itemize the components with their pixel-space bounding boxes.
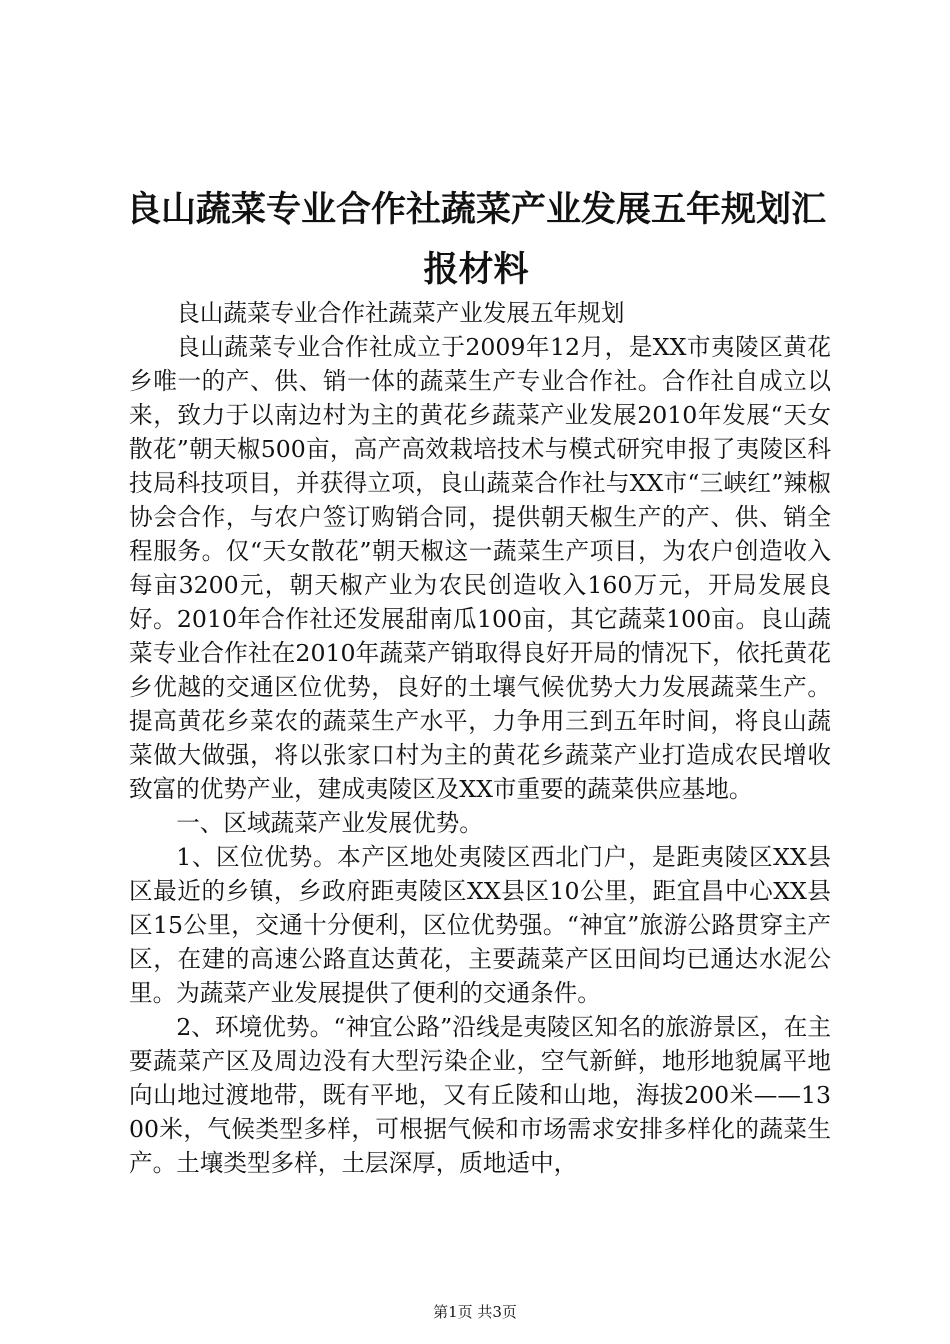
paragraph-intro: 良山蔬菜专业合作社成立于2009年12月，是XX市夷陵区黄花乡唯一的产、供、销一体的蔬菜生产专业合作社。合作社自成立以来，致力于以南边村为主的黄花乡蔬菜产业发展2010年发展“天女散花”朝天椒500亩，高产高效栽培技术与模式研究申报了夷陵区科技局科技项目，并获得立项，良山蔬菜合作社与XX市“三峡红”辣椒协会合作，与农户签订购销合同，提供朝天椒生产的产、供、销全程服务。仅“天女散花”朝天椒这一蔬菜生产项目，为农户创造收入每亩3200元，朝天椒产业为农民创造收入160万元，开局发展良好。2010年合作社还发展甜南瓜100亩，其它蔬菜100亩。良山蔬菜专业合作社在2010年蔬菜产销取得良好开局的情况下，依托黄花乡优越的交通区位优势，良好的土壤气候优势大力发展蔬菜生产。提高黄花乡菜农的蔬菜生产水平，力争用三到五年时间，将良山蔬菜做大做强，将以张家口村为主的黄花乡蔬菜产业打造成农民增收致富的优势产业，建成夷陵区及XX市重要的蔬菜供应基地。 xyxy=(129,333,831,803)
paragraph-location-advantage: 1、区位优势。本产区地处夷陵区西北门户，是距夷陵区XX县区最近的乡镇，乡政府距夷陵区XX县区10公里，距宜昌中心XX县区15公里，交通十分便利，区位优势强。“神宜”旅游公路贯穿主产区，在建的高速公路直达黄花，主要蔬菜产区田间均已通达水泥公里。为蔬菜产业发展提供了便利的交通条件。 xyxy=(129,843,831,1007)
page-number-footer: 第1页 共3页 xyxy=(433,1303,517,1321)
document-title: 良山蔬菜专业合作社蔬菜产业发展五年规划汇报材料 xyxy=(125,189,826,290)
document-body xyxy=(129,296,831,1180)
paragraph-subtitle: 良山蔬菜专业合作社蔬菜产业发展五年规划 xyxy=(176,299,625,327)
paragraph-environment-advantage: 2、环境优势。“神宜公路”沿线是夷陵区知名的旅游景区，在主要蔬菜产区及周边没有大型污染企业，空气新鲜，地形地貌属平地向山地过渡地带，既有平地，又有丘陵和山地，海拔200米——1300米，气候类型多样，可根据气候和市场需求安排多样化的蔬菜生产。土壤类型多样，土层深厚，质地适中， xyxy=(129,1013,831,1177)
section-heading-advantages: 一、区域蔬菜产业发展优势。 xyxy=(176,809,483,837)
